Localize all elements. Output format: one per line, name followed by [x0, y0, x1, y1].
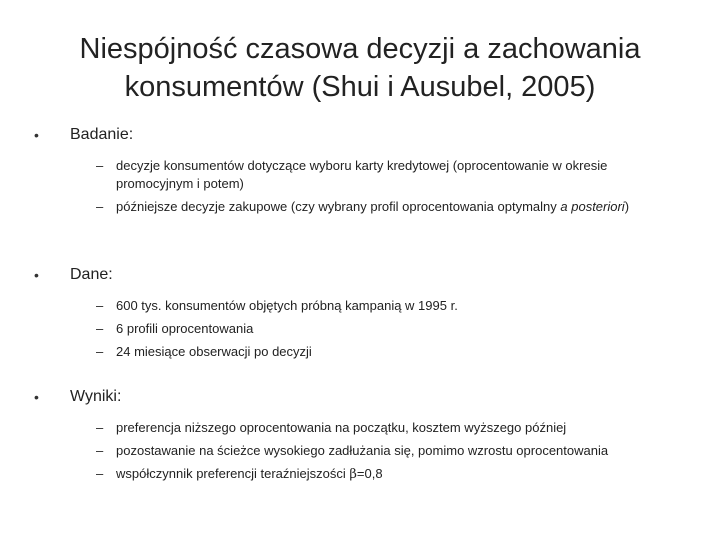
list-item-text: pozostawanie na ścieżce wysokiego zadłużania się, pomimo wzrostu oprocentowania	[116, 443, 609, 458]
text-part: późniejsze decyzje zakupowe (czy wybrany profil oprocentowania optymalny	[116, 199, 561, 214]
section-heading: Dane:	[70, 266, 113, 283]
italic-text: a posteriori	[560, 199, 625, 214]
list-item	[96, 442, 694, 460]
beta-symbol: β	[349, 467, 357, 482]
text-part: )	[624, 199, 630, 214]
list-item	[96, 297, 694, 315]
section-heading: Badanie:	[70, 126, 134, 143]
title-line-1: Niespójność czasowa decyzji a zachowania	[79, 33, 641, 65]
list-item	[96, 198, 694, 216]
dash-icon: –	[96, 158, 104, 173]
section-heading: Wyniki:	[70, 388, 122, 405]
dash-icon: –	[96, 199, 104, 214]
list-item-text	[116, 465, 676, 484]
bullet-row	[34, 124, 694, 146]
list-item	[96, 343, 694, 361]
list-item	[96, 465, 694, 484]
bullet-icon: •	[34, 267, 39, 283]
sub-list	[96, 157, 694, 216]
dash-icon: –	[96, 443, 104, 458]
bullet-icon: •	[34, 127, 39, 143]
section-dane	[34, 264, 694, 366]
list-item-text: 600 tys. konsumentów objętych próbną kampanią w 1995 r.	[116, 298, 458, 313]
list-item	[96, 157, 694, 193]
dash-icon: –	[96, 466, 104, 481]
title-line-2: konsumentów (Shui i Ausubel, 2005)	[124, 71, 596, 103]
section-badanie	[34, 124, 694, 221]
list-item	[96, 419, 694, 437]
text-part: współczynnik preferencji teraźniejszości	[116, 466, 350, 481]
sub-list	[96, 297, 694, 361]
bullet-icon: •	[34, 389, 39, 405]
slide-title	[40, 30, 680, 106]
bullet-row	[34, 386, 694, 408]
list-item-text: decyzje konsumentów dotyczące wyboru karty kredytowej (oprocentowanie w okresie promocyjnym i potem)	[116, 158, 608, 191]
section-wyniki	[34, 386, 694, 489]
list-item-text	[116, 198, 676, 216]
dash-icon: –	[96, 420, 104, 435]
dash-icon: –	[96, 321, 104, 336]
dash-icon: –	[96, 298, 104, 313]
list-item-text: 24 miesiące obserwacji po decyzji	[116, 344, 312, 359]
text-part: =0,8	[356, 466, 383, 481]
dash-icon: –	[96, 344, 104, 359]
list-item-text: preferencja niższego oprocentowania na początku, kosztem wyższego później	[116, 420, 567, 435]
list-item	[96, 320, 694, 338]
bullet-row	[34, 264, 694, 286]
list-item-text: 6 profili oprocentowania	[116, 321, 254, 336]
sub-list	[96, 419, 694, 484]
